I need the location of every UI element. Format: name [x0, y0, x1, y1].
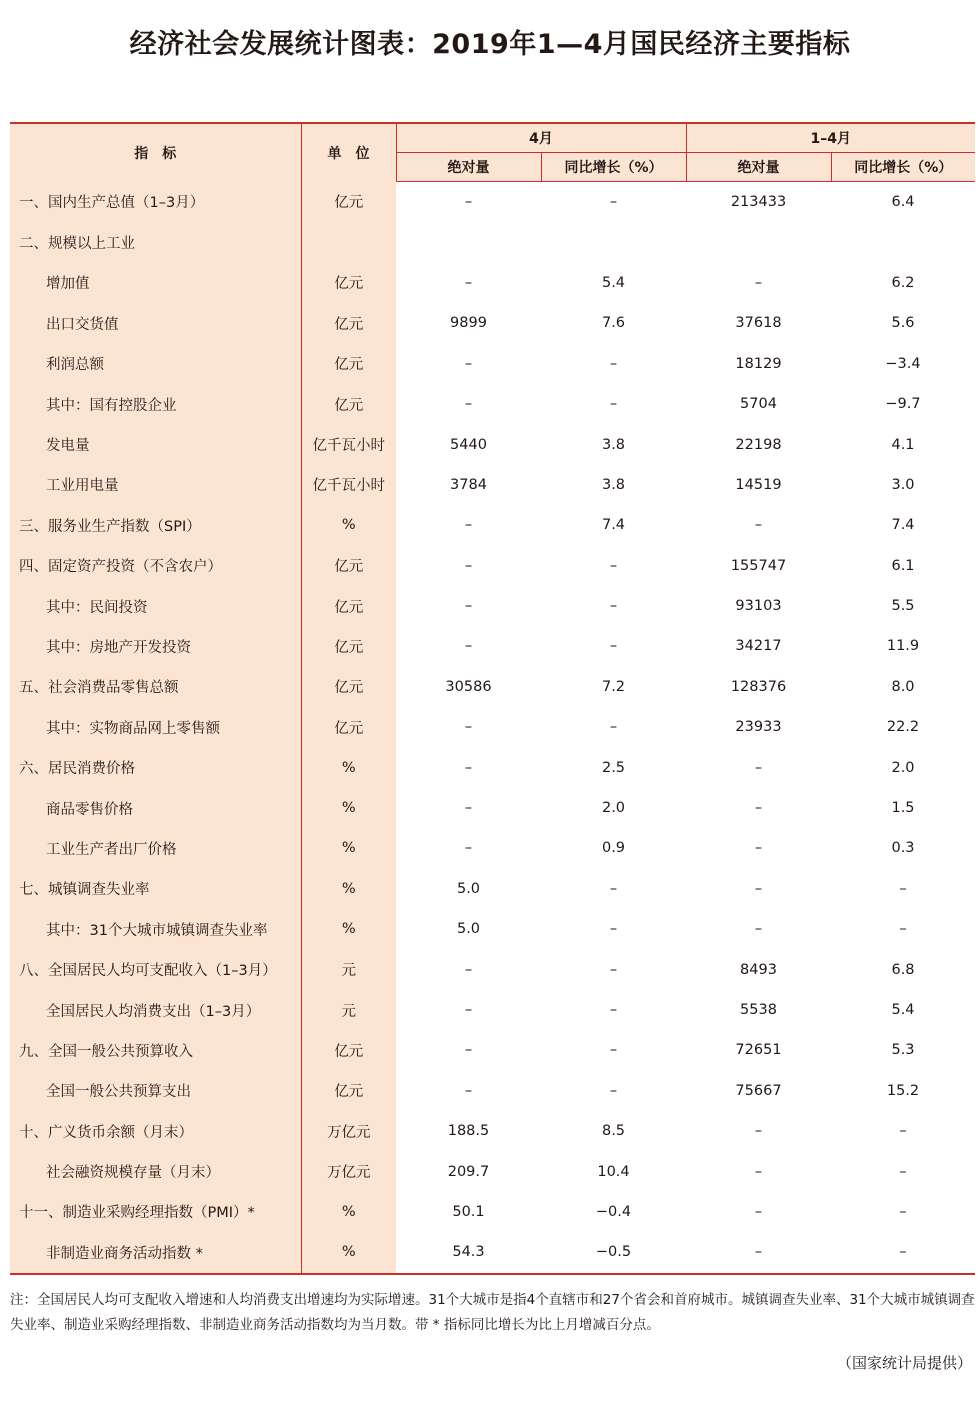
- month-abs-cell: 50.1: [452, 1203, 485, 1220]
- table-row: [10, 626, 975, 666]
- indicator-name-cell: 其中：房地产开发投资: [10, 626, 301, 666]
- table-row: [10, 788, 975, 828]
- unit-cell: %: [301, 909, 396, 949]
- ytd-yoy-cell: –: [899, 880, 907, 897]
- month-abs-cell: 209.7: [447, 1163, 490, 1180]
- indicator-name-cell: 五、社会消费品零售总额: [10, 667, 301, 707]
- indicator-name-cell: 一、国内生产总值（1–3月）: [10, 182, 301, 223]
- month-yoy-cell: 2.5: [601, 759, 626, 776]
- ytd-yoy-cell: −9.7: [885, 396, 921, 413]
- month-abs-cell: –: [464, 1042, 473, 1059]
- ytd-yoy-cell: 4.1: [891, 436, 915, 453]
- ytd-abs-cell: –: [754, 274, 763, 291]
- table-row: [10, 869, 975, 909]
- ytd-yoy-cell: 1.5: [891, 800, 915, 817]
- table-row: [10, 1192, 975, 1232]
- header-month-abs: 绝对量: [396, 153, 541, 182]
- month-abs-cell: –: [464, 557, 473, 574]
- ytd-yoy-cell: –: [899, 1163, 907, 1180]
- table-row: [10, 546, 975, 586]
- month-abs-cell: –: [464, 800, 473, 817]
- ytd-abs-cell: 23933: [735, 719, 782, 736]
- indicator-name-cell: 工业生产者出厂价格: [10, 828, 301, 868]
- ytd-abs-cell: 37618: [735, 315, 782, 332]
- unit-cell: 亿元: [301, 384, 396, 424]
- month-abs-cell: –: [464, 274, 473, 291]
- indicator-name-cell: 七、城镇调查失业率: [10, 869, 301, 909]
- unit-cell: 亿元: [301, 707, 396, 747]
- indicator-name-cell: 其中：31个大城市城镇调查失业率: [10, 909, 301, 949]
- header-month-yoy: 同比增长（%）: [541, 153, 686, 182]
- ytd-yoy-cell: 6.8: [891, 961, 915, 978]
- month-yoy-cell: –: [609, 638, 618, 655]
- month-yoy-cell: 7.6: [601, 315, 626, 332]
- indicator-name-cell: 社会融资规模存量（月末）: [10, 1151, 301, 1191]
- unit-cell: %: [301, 828, 396, 868]
- indicator-name-cell: 工业用电量: [10, 465, 301, 505]
- source-credit: （国家统计局提供）: [836, 1354, 972, 1372]
- table-row: [10, 1151, 975, 1191]
- ytd-yoy-cell: 5.5: [891, 598, 915, 615]
- indicators-table: [10, 122, 975, 1275]
- indicator-name-cell: 六、居民消费价格: [10, 747, 301, 787]
- month-yoy-cell: 2.0: [601, 800, 626, 817]
- ytd-abs-cell: 8493: [740, 961, 777, 978]
- unit-cell: %: [301, 869, 396, 909]
- month-abs-cell: –: [464, 961, 473, 978]
- ytd-yoy-cell: 11.9: [886, 638, 920, 655]
- table-row: [10, 1232, 975, 1273]
- month-yoy-cell: –: [609, 719, 618, 736]
- ytd-yoy-cell: –: [899, 1123, 907, 1140]
- ytd-yoy-cell: 7.4: [891, 517, 915, 534]
- ytd-abs-cell: –: [754, 759, 763, 776]
- indicator-name-cell: 其中：国有控股企业: [10, 384, 301, 424]
- ytd-abs-cell: [686, 222, 831, 262]
- header-ytd-group: 1–4月: [686, 123, 975, 153]
- ytd-yoy-cell: 6.2: [891, 274, 915, 291]
- table-row: [10, 182, 975, 223]
- ytd-abs-cell: –: [754, 840, 763, 857]
- ytd-yoy-cell: 22.2: [886, 719, 920, 736]
- table-row: [10, 747, 975, 787]
- header-unit: 单 位: [301, 123, 396, 182]
- unit-cell: 亿千瓦小时: [301, 424, 396, 464]
- month-abs-cell: 30586: [445, 678, 492, 695]
- month-abs-cell: 5.0: [456, 880, 481, 897]
- table-row: [10, 303, 975, 343]
- ytd-abs-cell: 5704: [740, 396, 777, 413]
- ytd-abs-cell: 72651: [735, 1042, 782, 1059]
- header-ytd-yoy: 同比增长（%）: [831, 153, 975, 182]
- unit-cell: %: [301, 788, 396, 828]
- month-abs-cell: –: [464, 638, 473, 655]
- month-yoy-cell: 3.8: [601, 436, 626, 453]
- indicator-name-cell: 十一、制造业采购经理指数（PMI）*: [10, 1192, 301, 1232]
- table-row: [10, 667, 975, 707]
- month-yoy-cell: –: [609, 880, 618, 897]
- ytd-abs-cell: –: [754, 1123, 763, 1140]
- unit-cell: 万亿元: [301, 1111, 396, 1151]
- month-yoy-cell: 8.5: [601, 1123, 626, 1140]
- table-row: [10, 465, 975, 505]
- unit-cell: 亿元: [301, 344, 396, 384]
- unit-cell: 亿元: [301, 626, 396, 666]
- ytd-abs-cell: 75667: [735, 1082, 782, 1099]
- unit-cell: [301, 222, 396, 262]
- ytd-abs-cell: 155747: [730, 557, 787, 574]
- ytd-yoy-cell: 5.3: [891, 1042, 915, 1059]
- month-yoy-cell: 0.9: [601, 840, 626, 857]
- ytd-abs-cell: 22198: [735, 436, 782, 453]
- ytd-abs-cell: 5538: [740, 1002, 777, 1018]
- unit-cell: 亿元: [301, 1030, 396, 1070]
- header-ytd-abs: 绝对量: [686, 153, 831, 182]
- month-yoy-cell: –: [609, 355, 618, 372]
- unit-cell: %: [301, 1232, 396, 1273]
- unit-cell: 亿千瓦小时: [301, 465, 396, 505]
- unit-cell: 元: [301, 949, 396, 989]
- ytd-yoy-cell: 6.4: [891, 194, 915, 211]
- ytd-yoy-cell: 8.0: [891, 678, 915, 695]
- indicator-name-cell: 全国一般公共预算支出: [10, 1071, 301, 1111]
- month-abs-cell: 3784: [450, 476, 487, 493]
- month-abs-cell: –: [464, 1082, 473, 1099]
- month-yoy-cell: –: [609, 1042, 618, 1059]
- month-abs-cell: –: [464, 355, 473, 372]
- indicator-name-cell: 发电量: [10, 424, 301, 464]
- month-abs-cell: 54.3: [396, 1232, 541, 1273]
- month-abs-cell: –: [464, 840, 473, 857]
- indicator-name-cell: 二、规模以上工业: [10, 222, 301, 262]
- table-row: [10, 505, 975, 545]
- ytd-yoy-cell: –: [899, 921, 907, 938]
- unit-cell: %: [301, 747, 396, 787]
- month-yoy-cell: –: [609, 961, 618, 978]
- month-yoy-cell: 10.4: [597, 1163, 630, 1180]
- month-abs-cell: –: [464, 598, 473, 615]
- ytd-yoy-cell: 2.0: [891, 759, 915, 776]
- ytd-yoy-cell: 3.0: [891, 476, 915, 493]
- ytd-yoy-cell: 6.1: [891, 557, 915, 574]
- indicator-name-cell: 其中：民间投资: [10, 586, 301, 626]
- month-yoy-cell: −0.4: [595, 1203, 632, 1220]
- table-row: [10, 263, 975, 303]
- table-row: [10, 828, 975, 868]
- table-row: [10, 1111, 975, 1151]
- month-yoy-cell: 7.4: [601, 517, 626, 534]
- month-abs-cell: –: [464, 1002, 473, 1018]
- ytd-abs-cell: –: [754, 800, 763, 817]
- table-row: [10, 344, 975, 384]
- ytd-abs-cell: 18129: [735, 355, 782, 372]
- ytd-yoy-cell: [831, 222, 975, 262]
- indicator-name-cell: 四、固定资产投资（不含农户）: [10, 546, 301, 586]
- indicator-name-cell: 增加值: [10, 263, 301, 303]
- unit-cell: %: [301, 1192, 396, 1232]
- unit-cell: 亿元: [301, 303, 396, 343]
- ytd-abs-cell: 93103: [735, 598, 782, 615]
- month-abs-cell: –: [464, 194, 473, 211]
- indicator-name-cell: 三、服务业生产指数（SPI）: [10, 505, 301, 545]
- month-abs-cell: [396, 222, 541, 262]
- table-row: [10, 424, 975, 464]
- month-yoy-cell: [541, 222, 686, 262]
- ytd-yoy-cell: –: [831, 1232, 975, 1273]
- month-yoy-cell: –: [609, 921, 618, 938]
- header-indicator: 指 标: [10, 123, 301, 182]
- ytd-yoy-cell: 15.2: [886, 1082, 920, 1099]
- unit-cell: 万亿元: [301, 1151, 396, 1191]
- unit-cell: 亿元: [301, 1071, 396, 1111]
- ytd-abs-cell: –: [754, 880, 763, 897]
- month-abs-cell: 5.0: [456, 921, 481, 938]
- indicator-name-cell: 出口交货值: [10, 303, 301, 343]
- ytd-yoy-cell: 5.6: [891, 315, 915, 332]
- month-abs-cell: –: [464, 759, 473, 776]
- unit-cell: 亿元: [301, 182, 396, 223]
- table-row: [10, 1071, 975, 1111]
- month-yoy-cell: 7.2: [601, 678, 626, 695]
- ytd-yoy-cell: 5.4: [891, 1002, 915, 1018]
- table-row: [10, 949, 975, 989]
- month-abs-cell: 188.5: [447, 1123, 490, 1140]
- month-yoy-cell: 5.4: [601, 274, 626, 291]
- month-yoy-cell: –: [609, 557, 618, 574]
- indicator-name-cell: 商品零售价格: [10, 788, 301, 828]
- month-abs-cell: 5440: [450, 436, 487, 453]
- ytd-abs-cell: 213433: [730, 194, 787, 211]
- indicator-name-cell: 利润总额: [10, 344, 301, 384]
- month-yoy-cell: −0.5: [541, 1232, 686, 1273]
- month-yoy-cell: –: [609, 1082, 618, 1099]
- month-yoy-cell: –: [609, 1002, 618, 1018]
- indicator-name-cell: 十、广义货币余额（月末）: [10, 1111, 301, 1151]
- indicator-name-cell: 九、全国一般公共预算收入: [10, 1030, 301, 1070]
- unit-cell: 亿元: [301, 546, 396, 586]
- ytd-abs-cell: –: [754, 517, 763, 534]
- ytd-abs-cell: 14519: [735, 476, 782, 493]
- month-yoy-cell: –: [609, 396, 618, 413]
- unit-cell: 亿元: [301, 667, 396, 707]
- month-abs-cell: –: [464, 396, 473, 413]
- month-abs-cell: –: [464, 517, 473, 534]
- month-abs-cell: 9899: [450, 315, 487, 332]
- month-yoy-cell: 3.8: [601, 476, 626, 493]
- table-row: [10, 586, 975, 626]
- ytd-abs-cell: –: [754, 1203, 763, 1220]
- page-title: 经济社会发展统计图表：2019年1—4月国民经济主要指标: [129, 29, 851, 60]
- indicator-name-cell: 八、全国居民人均可支配收入（1–3月）: [10, 949, 301, 989]
- ytd-abs-cell: 34217: [735, 638, 782, 655]
- table-row: [10, 384, 975, 424]
- footnote: 注：全国居民人均可支配收入增速和人均消费支出增速均为实际增速。31个大城市是指4个直辖市和27个省会和首府城市。城镇调查失业率、31个大城市城镇调查失业率、制造业采购经理指数、非制造业商务活动指数均为当月数。带 * 指标同比增长为比上月增减百分点。: [10, 1292, 975, 1333]
- month-yoy-cell: –: [609, 598, 618, 615]
- ytd-yoy-cell: –: [899, 1203, 907, 1220]
- month-yoy-cell: –: [609, 194, 618, 211]
- unit-cell: 亿元: [301, 586, 396, 626]
- ytd-yoy-cell: −3.4: [885, 355, 921, 372]
- table-row: [10, 990, 975, 1030]
- ytd-abs-cell: 128376: [730, 678, 787, 695]
- month-abs-cell: –: [464, 719, 473, 736]
- ytd-yoy-cell: 0.3: [891, 840, 915, 857]
- indicator-name-cell: 全国居民人均消费支出（1–3月）: [10, 990, 301, 1030]
- header-month-group: 4月: [396, 123, 686, 153]
- ytd-abs-cell: –: [754, 921, 763, 938]
- table-row: [10, 707, 975, 747]
- indicator-name-cell: 非制造业商务活动指数 *: [10, 1232, 301, 1273]
- table-row: [10, 909, 975, 949]
- table-row: [10, 1030, 975, 1070]
- unit-cell: 亿元: [301, 263, 396, 303]
- table-row: [10, 222, 975, 262]
- unit-cell: %: [301, 505, 396, 545]
- ytd-abs-cell: –: [754, 1163, 763, 1180]
- indicator-name-cell: 其中：实物商品网上零售额: [10, 707, 301, 747]
- unit-cell: 元: [301, 990, 396, 1030]
- ytd-abs-cell: –: [686, 1232, 831, 1273]
